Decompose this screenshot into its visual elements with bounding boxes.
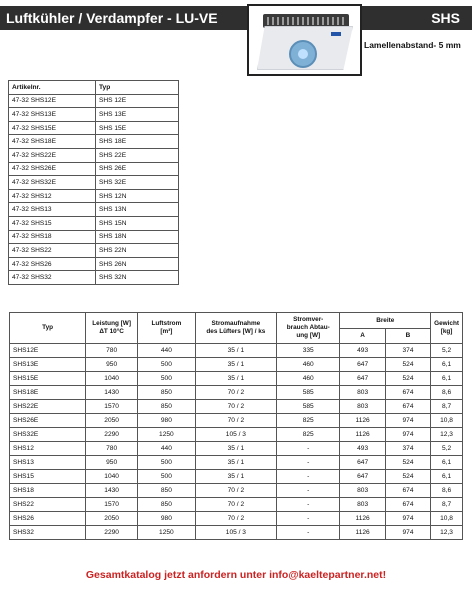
table-cell: SHS 22E: [96, 148, 179, 162]
table-cell: SHS 32N: [96, 271, 179, 285]
table-cell: 70 / 2: [195, 484, 276, 498]
table-cell: SHS32E: [10, 428, 86, 442]
table-cell: 1250: [138, 428, 196, 442]
table-cell: SHS22E: [10, 400, 86, 414]
table-cell: 1126: [340, 512, 385, 526]
spec-row: [10, 498, 463, 512]
table-cell: 493: [340, 442, 385, 456]
table-cell: 647: [340, 456, 385, 470]
spec-header-breite: Breite: [340, 313, 431, 329]
table-cell: 10,8: [431, 414, 463, 428]
article-table: [8, 80, 179, 285]
table-cell: 35 / 1: [195, 456, 276, 470]
table-cell: -: [277, 526, 340, 540]
table-cell: 524: [385, 358, 430, 372]
table-cell: SHS15: [10, 470, 86, 484]
table-cell: 47-32 SHS13: [9, 203, 96, 217]
spec-header-luftstrom-sub: [m³]: [160, 328, 173, 335]
spec-header-row: [10, 313, 463, 329]
table-cell: 980: [138, 512, 196, 526]
article-header-typ: Typ: [96, 81, 179, 95]
fan-hub: [298, 49, 308, 59]
table-cell: 674: [385, 484, 430, 498]
table-cell: SHS18: [10, 484, 86, 498]
table-cell: 974: [385, 526, 430, 540]
table-cell: 950: [86, 456, 138, 470]
article-row: [9, 216, 179, 230]
table-cell: 47-32 SHS32E: [9, 176, 96, 190]
spec-row: [10, 344, 463, 358]
unit-fins: [267, 17, 345, 25]
table-cell: 974: [385, 512, 430, 526]
spec-header-typ-text: Typ: [42, 324, 54, 331]
table-cell: 825: [277, 414, 340, 428]
table-cell: 5,2: [431, 442, 463, 456]
spec-header-breite-a: A: [340, 329, 385, 344]
spec-row: [10, 442, 463, 456]
spec-header-strom-sub: des Lüfters [W] / ks: [206, 328, 266, 335]
table-cell: SHS 18E: [96, 135, 179, 149]
table-cell: 500: [138, 456, 196, 470]
table-cell: 6,1: [431, 358, 463, 372]
table-cell: 585: [277, 386, 340, 400]
table-cell: 35 / 1: [195, 372, 276, 386]
spec-header-gewicht: [431, 313, 463, 344]
spec-header-breite-b: B: [385, 329, 430, 344]
spec-header-strom: [195, 313, 276, 344]
table-cell: 47-32 SHS12: [9, 189, 96, 203]
article-row: [9, 121, 179, 135]
table-cell: SHS 22N: [96, 244, 179, 258]
table-cell: 524: [385, 470, 430, 484]
table-cell: 35 / 1: [195, 442, 276, 456]
spec-header-typ: [10, 313, 86, 344]
table-cell: 803: [340, 484, 385, 498]
article-row: [9, 135, 179, 149]
table-cell: 70 / 2: [195, 512, 276, 526]
article-header-artikelnr: Artikelnr.: [9, 81, 96, 95]
spec-row: [10, 512, 463, 526]
spec-header-luftstrom-text: Luftstrom: [151, 320, 182, 327]
article-row: [9, 162, 179, 176]
table-cell: 850: [138, 400, 196, 414]
table-cell: 374: [385, 442, 430, 456]
catalog-request-note: Gesamtkatalog jetzt anfordern unter info@kaeltepartner.net!: [85, 569, 387, 581]
table-cell: SHS12E: [10, 344, 86, 358]
article-row: [9, 108, 179, 122]
table-cell: 1040: [86, 470, 138, 484]
table-cell: 674: [385, 400, 430, 414]
table-cell: 674: [385, 386, 430, 400]
article-header-row: [9, 81, 179, 95]
table-cell: SHS18E: [10, 386, 86, 400]
table-cell: 524: [385, 456, 430, 470]
table-cell: 1126: [340, 526, 385, 540]
table-cell: 374: [385, 344, 430, 358]
table-cell: 6,1: [431, 456, 463, 470]
table-cell: 500: [138, 470, 196, 484]
table-cell: 1126: [340, 428, 385, 442]
spec-header-abtau-text: Stromver-: [293, 316, 324, 323]
header-bar: [0, 6, 472, 30]
table-cell: 8,7: [431, 400, 463, 414]
table-cell: 47-32 SHS12E: [9, 94, 96, 108]
article-row: [9, 176, 179, 190]
table-cell: 803: [340, 400, 385, 414]
fin-spacing-label: Lamellenabstand- 5 mm: [364, 40, 461, 50]
spec-row: [10, 526, 463, 540]
table-cell: -: [277, 470, 340, 484]
table-cell: 440: [138, 344, 196, 358]
table-cell: 335: [277, 344, 340, 358]
table-cell: 850: [138, 484, 196, 498]
table-cell: 647: [340, 372, 385, 386]
table-cell: 780: [86, 442, 138, 456]
table-cell: SHS 32E: [96, 176, 179, 190]
table-cell: SHS 18N: [96, 230, 179, 244]
spec-header-leistung: [86, 313, 138, 344]
fan-icon: [289, 40, 317, 68]
table-cell: 1570: [86, 400, 138, 414]
table-cell: 1126: [340, 414, 385, 428]
table-cell: SHS12: [10, 442, 86, 456]
table-cell: SHS32: [10, 526, 86, 540]
article-row: [9, 230, 179, 244]
product-image: [247, 4, 362, 76]
spec-row: [10, 470, 463, 484]
table-cell: 35 / 1: [195, 344, 276, 358]
table-cell: 1570: [86, 498, 138, 512]
table-cell: 47-32 SHS18E: [9, 135, 96, 149]
table-cell: 10,8: [431, 512, 463, 526]
table-cell: SHS13E: [10, 358, 86, 372]
table-cell: 35 / 1: [195, 358, 276, 372]
spec-header-leistung-sub: ΔT 10°C: [99, 328, 124, 335]
table-cell: 460: [277, 372, 340, 386]
table-cell: 105 / 3: [195, 526, 276, 540]
table-cell: SHS 26E: [96, 162, 179, 176]
table-cell: 70 / 2: [195, 414, 276, 428]
article-row: [9, 148, 179, 162]
table-cell: 674: [385, 498, 430, 512]
table-cell: 105 / 3: [195, 428, 276, 442]
table-cell: 47-32 SHS15E: [9, 121, 96, 135]
table-cell: 8,6: [431, 484, 463, 498]
table-cell: 47-32 SHS26E: [9, 162, 96, 176]
table-cell: 980: [138, 414, 196, 428]
brand-mark: [331, 32, 341, 36]
table-cell: 5,2: [431, 344, 463, 358]
spec-table: [9, 312, 463, 540]
table-cell: 825: [277, 428, 340, 442]
spec-header-leistung-text: Leistung [W]: [92, 320, 131, 327]
table-cell: -: [277, 456, 340, 470]
table-cell: 850: [138, 498, 196, 512]
spec-rows: [10, 344, 463, 540]
table-cell: 47-32 SHS18: [9, 230, 96, 244]
spec-header-gewicht-text: Gewicht: [434, 320, 459, 327]
article-row: [9, 189, 179, 203]
article-row: [9, 94, 179, 108]
spec-header-strom-text: Stromaufnahme: [211, 320, 261, 327]
table-cell: 47-32 SHS15: [9, 216, 96, 230]
article-row: [9, 203, 179, 217]
table-cell: 70 / 2: [195, 498, 276, 512]
spec-row: [10, 358, 463, 372]
spec-row: [10, 372, 463, 386]
page-title: Luftkühler / Verdampfer - LU-VE: [6, 10, 218, 26]
table-cell: -: [277, 442, 340, 456]
table-cell: 6,1: [431, 470, 463, 484]
table-cell: 1040: [86, 372, 138, 386]
table-cell: SHS15E: [10, 372, 86, 386]
table-cell: SHS 13N: [96, 203, 179, 217]
table-cell: 780: [86, 344, 138, 358]
table-cell: 585: [277, 400, 340, 414]
table-cell: 1430: [86, 386, 138, 400]
table-cell: SHS 26N: [96, 257, 179, 271]
table-cell: -: [277, 484, 340, 498]
article-rows: [9, 94, 179, 284]
table-cell: 850: [138, 386, 196, 400]
table-cell: 2050: [86, 414, 138, 428]
table-cell: 440: [138, 442, 196, 456]
spec-row: [10, 484, 463, 498]
table-cell: 493: [340, 344, 385, 358]
table-cell: 2290: [86, 428, 138, 442]
article-row: [9, 244, 179, 258]
table-cell: 12,3: [431, 526, 463, 540]
table-cell: -: [277, 512, 340, 526]
table-cell: 974: [385, 428, 430, 442]
table-cell: SHS 15N: [96, 216, 179, 230]
table-cell: SHS 12E: [96, 94, 179, 108]
spec-header-luftstrom: [138, 313, 196, 344]
spec-row: [10, 386, 463, 400]
table-cell: 460: [277, 358, 340, 372]
table-cell: 803: [340, 498, 385, 512]
table-cell: 8,6: [431, 386, 463, 400]
article-row: [9, 257, 179, 271]
spec-header-abtau-sub2: ung [W]: [296, 332, 321, 339]
table-cell: 6,1: [431, 372, 463, 386]
spec-row: [10, 400, 463, 414]
spec-row: [10, 428, 463, 442]
table-cell: 47-32 SHS22E: [9, 148, 96, 162]
table-cell: 47-32 SHS26: [9, 257, 96, 271]
table-cell: 1250: [138, 526, 196, 540]
table-cell: 524: [385, 372, 430, 386]
table-cell: SHS 12N: [96, 189, 179, 203]
series-code: SHS: [431, 10, 460, 26]
table-cell: SHS26E: [10, 414, 86, 428]
table-cell: 35 / 1: [195, 470, 276, 484]
spec-header-gewicht-sub: [kg]: [440, 328, 453, 335]
table-cell: 12,3: [431, 428, 463, 442]
table-cell: 47-32 SHS13E: [9, 108, 96, 122]
table-cell: 803: [340, 386, 385, 400]
table-cell: 2050: [86, 512, 138, 526]
table-cell: -: [277, 498, 340, 512]
spec-row: [10, 456, 463, 470]
spec-header-abtau-sub: brauch Abtau-: [286, 324, 330, 331]
table-cell: SHS 15E: [96, 121, 179, 135]
article-row: [9, 271, 179, 285]
table-cell: 974: [385, 414, 430, 428]
table-cell: SHS13: [10, 456, 86, 470]
table-cell: SHS22: [10, 498, 86, 512]
table-cell: 8,7: [431, 498, 463, 512]
table-cell: 647: [340, 470, 385, 484]
spec-header-abtau: [277, 313, 340, 344]
table-cell: SHS 13E: [96, 108, 179, 122]
spec-row: [10, 414, 463, 428]
table-cell: SHS26: [10, 512, 86, 526]
table-cell: 500: [138, 358, 196, 372]
table-cell: 950: [86, 358, 138, 372]
table-cell: 647: [340, 358, 385, 372]
table-cell: 70 / 2: [195, 386, 276, 400]
table-cell: 500: [138, 372, 196, 386]
table-cell: 2290: [86, 526, 138, 540]
table-cell: 1430: [86, 484, 138, 498]
table-cell: 47-32 SHS32: [9, 271, 96, 285]
table-cell: 70 / 2: [195, 400, 276, 414]
table-cell: 47-32 SHS22: [9, 244, 96, 258]
